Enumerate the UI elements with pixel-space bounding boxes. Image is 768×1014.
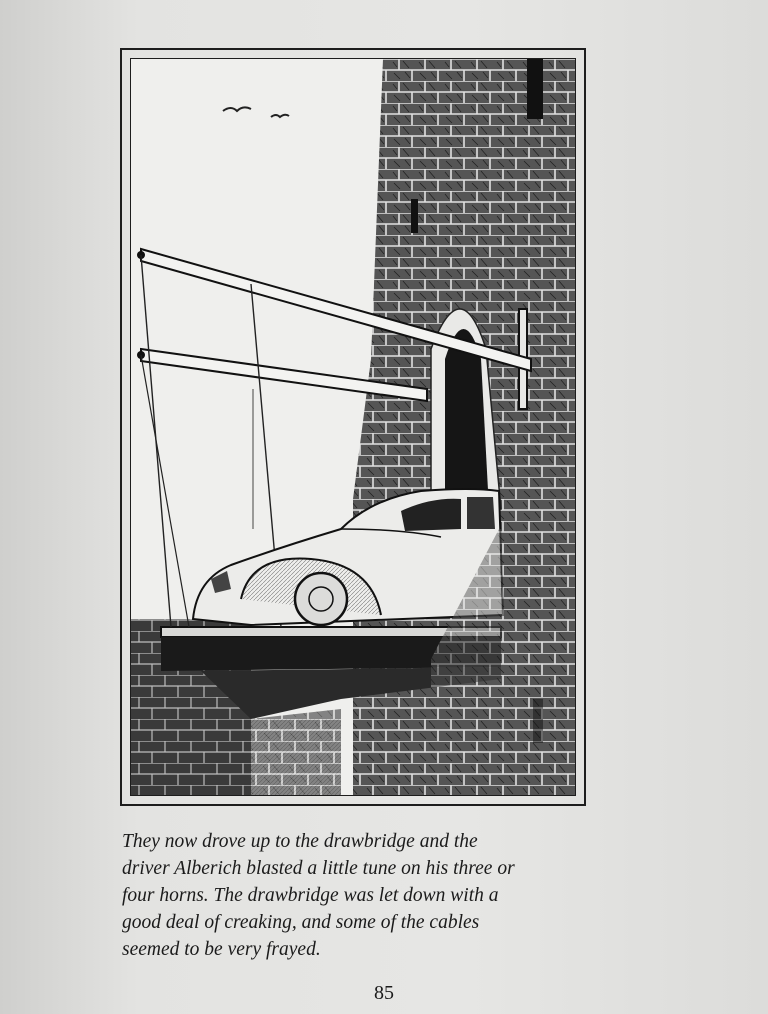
caption-line: good deal of creaking, and some of the cables [122,912,480,933]
illustration [130,58,576,796]
illustration-caption [122,828,592,963]
caption-line: They now drove up to the drawbridge and the [122,831,478,852]
drawbridge-car-illustration [131,59,576,796]
page-number: 85 [374,982,394,1004]
caption-line: seemed to be very frayed. [122,939,321,960]
illustration-frame [120,48,586,806]
caption-line: driver Alberich blasted a little tune on his three or [122,858,515,879]
caption-line: four horns. The drawbridge was let down with a [122,885,499,906]
